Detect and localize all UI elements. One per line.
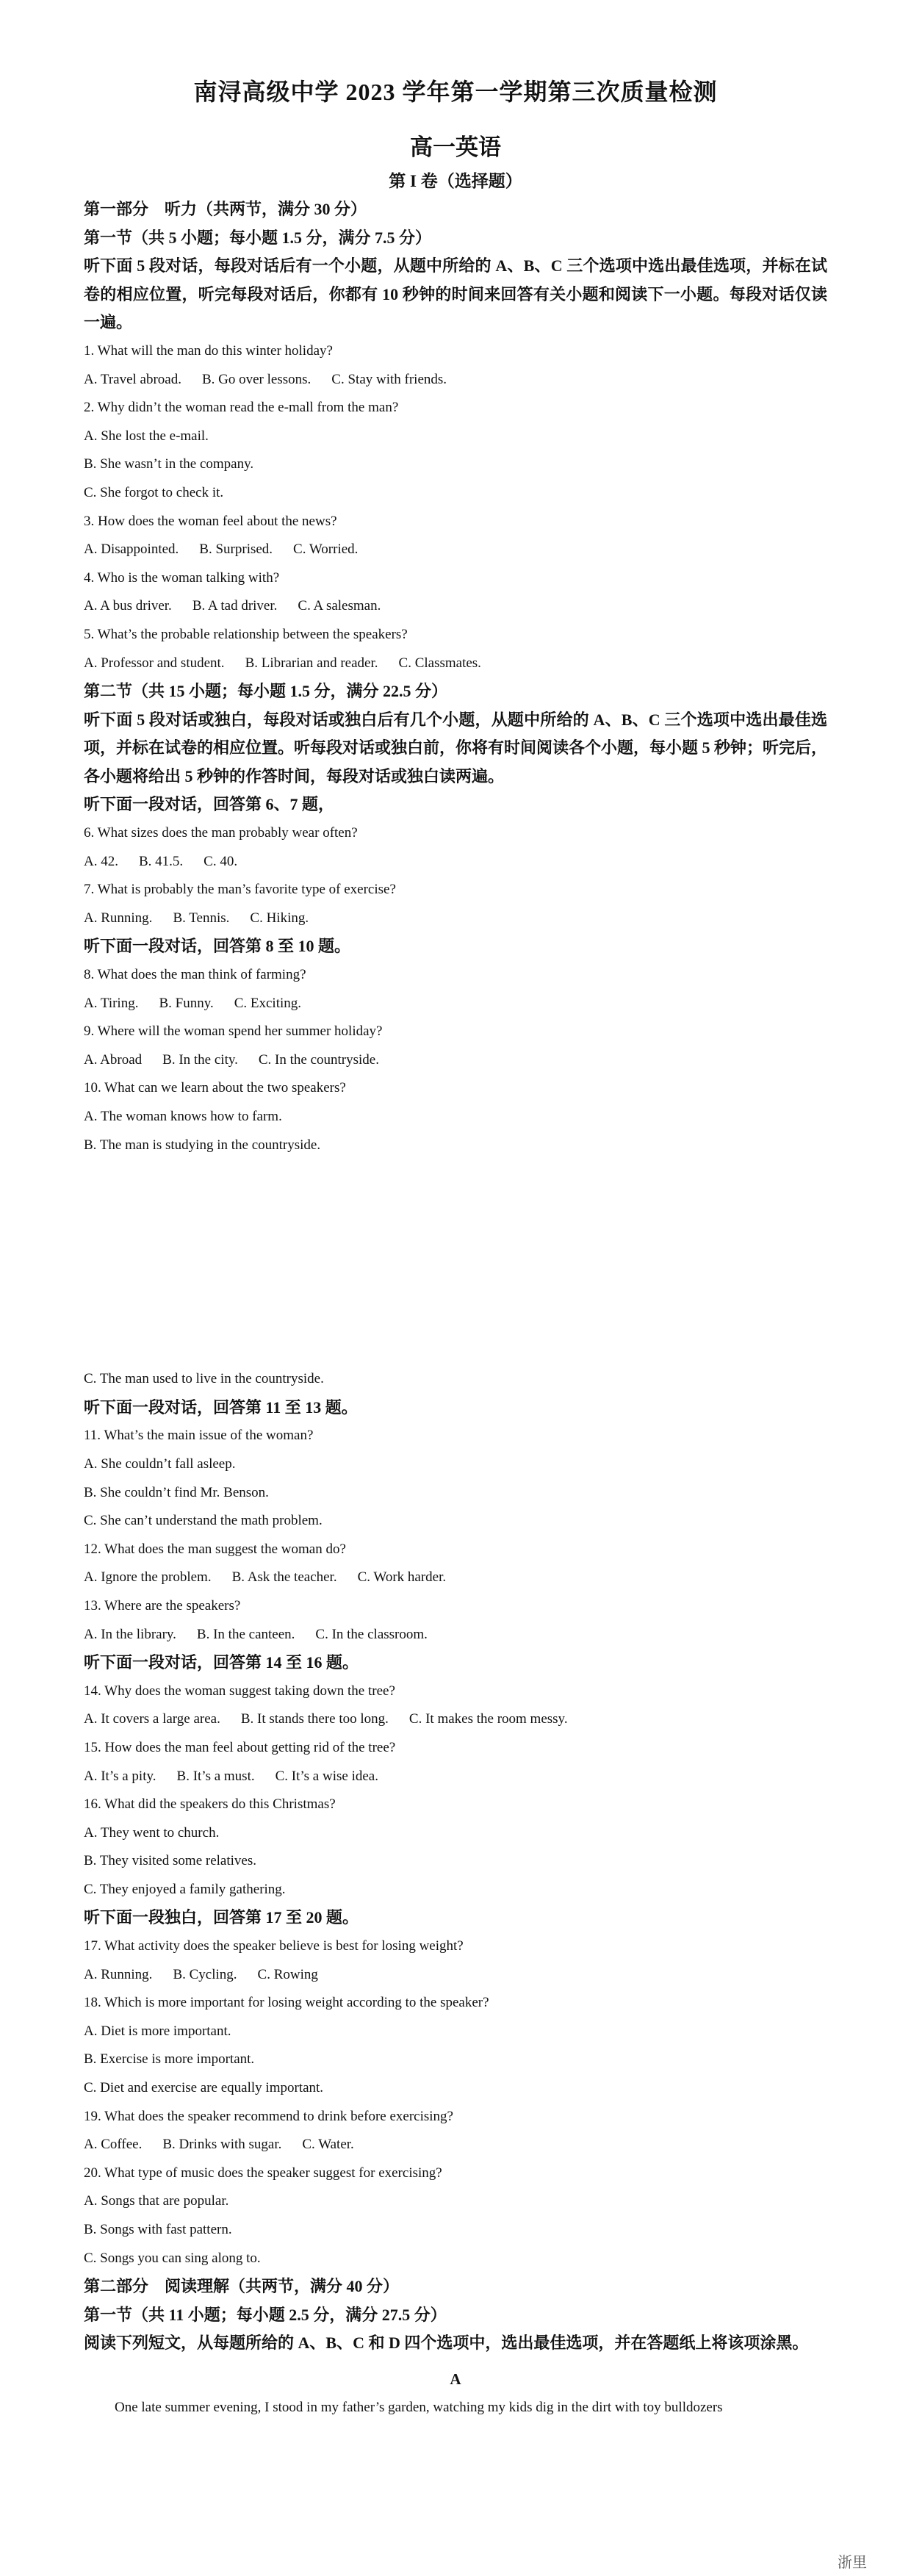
option: A. In the library. <box>84 1626 176 1642</box>
group-heading: 听下面一段独白，回答第 17 至 20 题。 <box>84 1908 359 1927</box>
volume-title: 第 I 卷（选择题） <box>389 172 522 190</box>
option: C. A salesman. <box>298 598 381 614</box>
option: B. Tennis. <box>173 910 230 926</box>
option: B. Songs with fast pattern. <box>84 2222 232 2237</box>
option: C. She forgot to check it. <box>84 484 224 500</box>
option: C. Work harder. <box>357 1569 447 1586</box>
passage-text: One late summer evening, I stood in my father’s garden, watching my kids dig in the dirt with toy bulldozers <box>115 2399 723 2415</box>
question-stem: 7. What is probably the man’s favorite type of exercise? <box>84 882 396 898</box>
question-stem: 6. What sizes does the man probably wear often? <box>84 825 358 841</box>
subject-title: 高一英语 <box>410 134 501 160</box>
option-row <box>84 366 827 395</box>
option-row <box>84 904 827 933</box>
option-row <box>84 1961 827 1990</box>
option-row <box>84 990 827 1018</box>
option: C. Classmates. <box>398 655 481 671</box>
option: B. Ask the teacher. <box>231 1569 337 1586</box>
option: C. Songs you can sing along to. <box>84 2250 261 2266</box>
question-stem: 18. Which is more important for losing weight according to the speaker? <box>84 1995 489 2011</box>
option-row <box>84 1046 827 1075</box>
option: B. The man is studying in the countryside. <box>84 1137 321 1153</box>
group-heading: 听下面一段对话，回答第 8 至 10 题。 <box>84 937 351 956</box>
option: A. Disappointed. <box>84 542 179 558</box>
option: C. In the classroom. <box>315 1626 428 1642</box>
option: C. Diet and exercise are equally important. <box>84 2080 324 2096</box>
option: C. Worried. <box>293 542 359 558</box>
question-stem: 20. What type of music does the speaker suggest for exercising? <box>84 2165 442 2181</box>
group-heading: 听下面一段对话，回答第 14 至 16 题。 <box>84 1653 359 1672</box>
option: B. Funny. <box>159 995 214 1011</box>
exam-body <box>84 195 827 2422</box>
part1-section2-heading: 第二节（共 15 小题；每小题 1.5 分，满分 22.5 分） <box>84 682 448 701</box>
option-row <box>84 650 827 678</box>
part1-section1-heading: 第一节（共 5 小题；每小题 1.5 分，满分 7.5 分） <box>84 228 432 247</box>
part1-section1-instructions: 听下面 5 段对话，每段对话后有一个小题，从题中所给的 A、B、C 三个选项中选出最佳选项，并标在试卷的相应位置，听完每段对话后，你都有 10 秒钟的时间来回答有关小题和阅读下一小题。每段对话仅读一遍。 <box>84 256 827 332</box>
question-stem: 3. How does the woman feel about the news? <box>84 513 337 529</box>
option-row <box>84 848 827 877</box>
option-row <box>84 1621 827 1649</box>
question-stem: 9. Where will the woman spend her summer holiday? <box>84 1023 383 1040</box>
option-row <box>84 1705 827 1734</box>
option: A. Running. <box>84 910 153 926</box>
question-stem: 17. What activity does the speaker believe is best for losing weight? <box>84 1938 464 1954</box>
option: C. The man used to live in the countryside. <box>84 1371 324 1387</box>
question-stem: 10. What can we learn about the two speakers? <box>84 1080 346 1096</box>
part1-heading: 第一部分 听力（共两节，满分 30 分） <box>84 200 367 218</box>
question-stem: 4. Who is the woman talking with? <box>84 569 280 586</box>
option: C. She can’t understand the math problem. <box>84 1513 323 1529</box>
watermark: 浙里 <box>838 2553 867 2571</box>
option: B. She couldn’t find Mr. Benson. <box>84 1484 269 1500</box>
option: B. In the canteen. <box>196 1626 295 1642</box>
option: C. It makes the room messy. <box>408 1711 568 1727</box>
option-row <box>84 1564 827 1592</box>
option: B. Go over lessons. <box>201 371 312 387</box>
option: B. Surprised. <box>199 542 273 558</box>
option: C. They enjoyed a family gathering. <box>84 1881 286 1897</box>
option: B. It’s a must. <box>176 1768 255 1784</box>
question-stem: 8. What does the man think of farming? <box>84 967 306 983</box>
passage-label: A <box>450 2370 461 2388</box>
part2-heading: 第二部分 阅读理解（共两节，满分 40 分） <box>84 2277 400 2296</box>
group-heading: 听下面一段对话，回答第 11 至 13 题。 <box>84 1397 358 1417</box>
option: B. In the city. <box>162 1051 238 1068</box>
question-stem: 12. What does the man suggest the woman do? <box>84 1541 346 1557</box>
question-stem: 2. Why didn’t the woman read the e-mall from the man? <box>84 400 399 416</box>
question-stem: 14. Why does the woman suggest taking down the tree? <box>84 1683 395 1699</box>
option: C. Exciting. <box>234 995 302 1011</box>
option: C. Hiking. <box>250 910 309 926</box>
option: C. Water. <box>302 2137 354 2153</box>
option: A. Tiring. <box>84 995 139 1011</box>
option: A. Coffee. <box>84 2137 143 2153</box>
question-stem: 19. What does the speaker recommend to drink before exercising? <box>84 2108 453 2124</box>
part2-instructions: 阅读下列短文，从每题所给的 A、B、C 和 D 四个选项中，选出最佳选项，并在答题纸上将该项涂黑。 <box>84 2334 809 2353</box>
option: A. 42. <box>84 853 118 869</box>
option: A. Travel abroad. <box>84 371 181 387</box>
option: A. Running. <box>84 1966 153 1982</box>
option: C. It’s a wise idea. <box>275 1768 378 1784</box>
option: B. Drinks with sugar. <box>162 2137 282 2153</box>
option: A. It’s a pity. <box>84 1768 156 1784</box>
option: C. 40. <box>204 853 238 869</box>
option: B. She wasn’t in the company. <box>84 456 254 472</box>
option: A. A bus driver. <box>84 598 172 614</box>
blank-space <box>84 1159 827 1365</box>
group-heading: 听下面一段对话，回答第 6、7 题， <box>84 795 335 814</box>
option: C. Rowing <box>257 1966 318 1982</box>
option: A. The woman knows how to farm. <box>84 1109 282 1124</box>
option: A. It covers a large area. <box>84 1711 220 1727</box>
exam-title: 南浔高级中学 2023 学年第一学期第三次质量检测 <box>193 79 718 105</box>
question-stem: 1. What will the man do this winter holiday? <box>84 342 333 359</box>
part2-section1-heading: 第一节（共 11 小题；每小题 2.5 分，满分 27.5 分） <box>84 2305 447 2324</box>
option: B. Cycling. <box>173 1966 237 1982</box>
option: A. Ignore the problem. <box>84 1569 212 1586</box>
question-stem: 13. Where are the speakers? <box>84 1597 241 1613</box>
option: A. She couldn’t fall asleep. <box>84 1456 236 1472</box>
option: B. A tad driver. <box>192 598 278 614</box>
option-row <box>84 536 827 564</box>
option: A. She lost the e-mail. <box>84 428 209 444</box>
option: A. Abroad <box>84 1051 143 1068</box>
question-stem: 11. What’s the main issue of the woman? <box>84 1428 314 1444</box>
option: C. Stay with friends. <box>331 371 447 387</box>
question-stem: 16. What did the speakers do this Christmas? <box>84 1796 336 1813</box>
question-stem: 5. What’s the probable relationship between the speakers? <box>84 626 408 642</box>
question-stem: 15. How does the man feel about getting rid of the tree? <box>84 1739 396 1755</box>
option: A. Diet is more important. <box>84 2023 231 2039</box>
option: A. Songs that are popular. <box>84 2193 229 2209</box>
option: B. Exercise is more important. <box>84 2051 255 2068</box>
option-row <box>84 592 827 621</box>
option: A. They went to church. <box>84 1824 220 1841</box>
option-row <box>84 2131 827 2159</box>
option: B. 41.5. <box>138 853 184 869</box>
option-row <box>84 1763 827 1791</box>
option: B. They visited some relatives. <box>84 1853 256 1869</box>
option: B. It stands there too long. <box>240 1711 389 1727</box>
part1-section2-instructions: 听下面 5 段对话或独白，每段对话或独白后有几个小题，从题中所给的 A、B、C 三个选项中选出最佳选项，并标在试卷的相应位置。听每段对话或独白前，你将有时间阅读各个小题，每小题 5 秒钟；听完后，各小题将给出 5 秒钟的作答时间，每段对话或独白读两遍。 <box>84 710 828 785</box>
option: B. Librarian and reader. <box>245 655 378 671</box>
option: C. In the countryside. <box>258 1051 379 1068</box>
option: A. Professor and student. <box>84 655 225 671</box>
